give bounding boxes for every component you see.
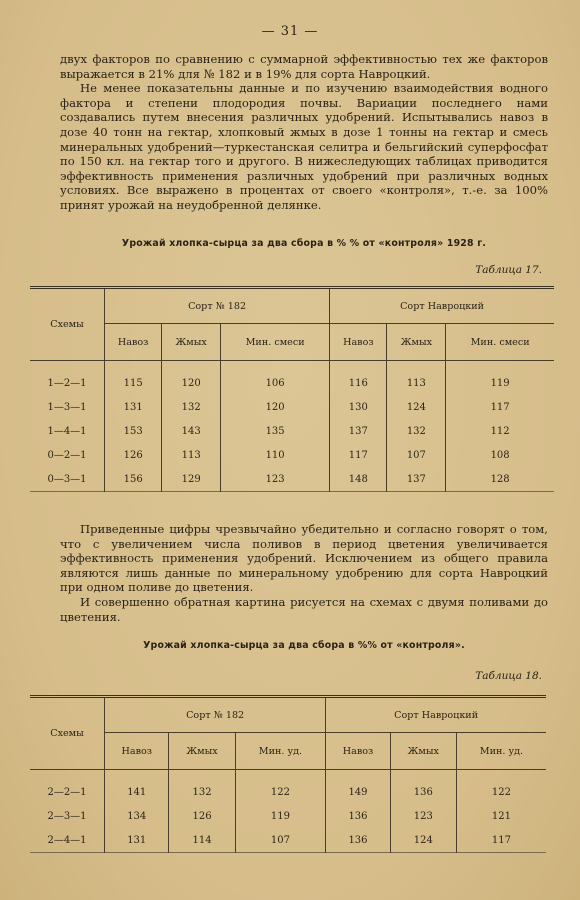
column-header-schemes: Схемы [30,697,105,770]
table-cell: 141 [105,770,169,805]
paragraph: Не менее показательны данные и по изучению взаимодействия водного фактора и степени плодородия почвы. Вариации последнего нами создавались путем внесения различных удобрений. Испытывались навоз в дозе 40 тонн на гектар, хлопковый жмых в дозе 1 тонны на гектар и смесь минеральных удобрений—туркестанская селитра и бельгийский суперфосфат по 150 кл. на гектар того и другого. В нижеследующих таблицах приводится эффективность применения различных удобрений при различных водных условиях. Все выражено в процентах от своего «контроля», т.-е. за 100% принят урожай на неудобренной делянке. [60,81,548,212]
column-header: Навоз [105,324,162,361]
row-scheme-cell: 2—3—1 [30,804,105,828]
table-cell: 108 [490,449,510,461]
table-cell: 132 [162,395,221,419]
table-cell: 106 [221,361,330,396]
table-row [30,419,554,443]
page-number: — 31 — [261,24,319,39]
table-cell: 107 [387,443,446,467]
table-cell: 113 [162,443,221,467]
table-cell: 107 [235,828,326,853]
table-cell: 117 [330,443,387,467]
table-cell: 113 [387,361,446,396]
column-header: Мин. уд. [456,733,546,770]
table-17-label: Таблица 17. [475,264,542,276]
table-cell: 110 [221,443,330,467]
table-cell: 132 [169,770,235,805]
paragraph: двух факторов по сравнению с суммарной эффективностью тех же факторов выражается в 21% для № 182 и в 19% для сорта Навроцкий. [60,52,548,81]
table-18 [30,695,546,853]
table-cell: 126 [105,443,162,467]
table-cell: 123 [390,804,456,828]
table-cell: 153 [105,419,162,443]
group-header-sort-navrotsky: Сорт Навроцкий [330,288,554,324]
column-header: Навоз [330,324,387,361]
paragraph: И совершенно обратная картина рисуется на схемах с двумя поливами до цветения. [60,594,548,624]
table-cell: 143 [162,419,221,443]
column-header: Жмых [169,733,235,770]
table-cell: 120 [221,395,330,419]
table-row [30,467,554,492]
table-cell: 135 [221,419,330,443]
column-header: Жмых [162,324,221,361]
table-row [30,804,546,828]
column-header: Мин. уд. [235,733,326,770]
table-cell: 117 [490,401,510,413]
table-cell: 124 [390,828,456,853]
table-cell: 148 [330,467,387,492]
column-header-schemes: Схемы [30,288,105,361]
row-scheme-cell: 1—3—1 [30,395,105,419]
table-cell: 119 [235,804,326,828]
table-cell: 126 [169,804,235,828]
table-cell: 124 [387,395,446,419]
row-scheme-cell: 0—2—1 [30,443,105,467]
column-header: Навоз [326,733,390,770]
table-cell: 137 [330,419,387,443]
table-cell: 131 [105,828,169,853]
table-17 [30,286,554,492]
table-row [30,443,554,467]
table-cell: 129 [162,467,221,492]
table-cell: 131 [105,395,162,419]
row-scheme-cell: 2—4—1 [30,828,105,853]
column-header: Навоз [105,733,169,770]
group-header-sort-182: Сорт № 182 [105,288,330,324]
table-row [30,770,546,805]
table-cell: 136 [326,828,390,853]
column-header: Мин. смеси [446,324,554,361]
table-cell: 134 [105,804,169,828]
table-cell: 114 [169,828,235,853]
table-18-caption: Урожай хлопка-сырца за два сбора в %% от «контроля». [143,640,465,651]
table-cell: 121 [491,810,511,822]
table-cell: 122 [235,770,326,805]
table-cell: 117 [491,834,511,846]
row-scheme-cell: 2—2—1 [30,770,105,805]
table-cell: 123 [221,467,330,492]
table-17-body [30,361,554,492]
table-cell: 130 [330,395,387,419]
table-cell: 128 [490,473,510,485]
table-cell: 116 [330,361,387,396]
table-cell: 136 [326,804,390,828]
table-cell: 120 [162,361,221,396]
table-cell: 119 [490,377,510,389]
table-18-body [30,770,546,853]
table-cell: 156 [105,467,162,492]
table-18-label: Таблица 18. [475,670,542,682]
table-cell: 115 [105,361,162,396]
column-header: Жмых [387,324,446,361]
table-row [30,828,546,853]
row-scheme-cell: 0—3—1 [30,467,105,492]
paragraph-block-2 [60,522,548,624]
table-cell: 122 [491,786,511,798]
table-row [30,395,554,419]
group-header-sort-182: Сорт № 182 [105,697,326,733]
table-cell: 137 [387,467,446,492]
table-cell: 136 [390,770,456,805]
table-cell: 112 [490,425,510,437]
column-header: Жмых [390,733,456,770]
table-row [30,361,554,396]
paragraph: Приведенные цифры чрезвычайно убедительно и согласно говорят о том, что с увеличением числа поливов в период цветения увеличивается эффективность применения удобрений. Исключением из общего правила являются лишь данные по минеральному удобрению для сорта Навроцкий при одном поливе до цветения. [60,522,548,595]
table-17-caption: Урожай хлопка-сырца за два сбора в % % от «контроля» 1928 г. [121,238,487,249]
row-scheme-cell: 1—4—1 [30,419,105,443]
column-header: Мин. смеси [221,324,330,361]
paragraph-block-1 [60,52,548,213]
row-scheme-cell: 1—2—1 [30,361,105,396]
table-cell: 149 [326,770,390,805]
table-cell: 132 [387,419,446,443]
group-header-sort-navrotsky: Сорт Навроцкий [326,697,546,733]
